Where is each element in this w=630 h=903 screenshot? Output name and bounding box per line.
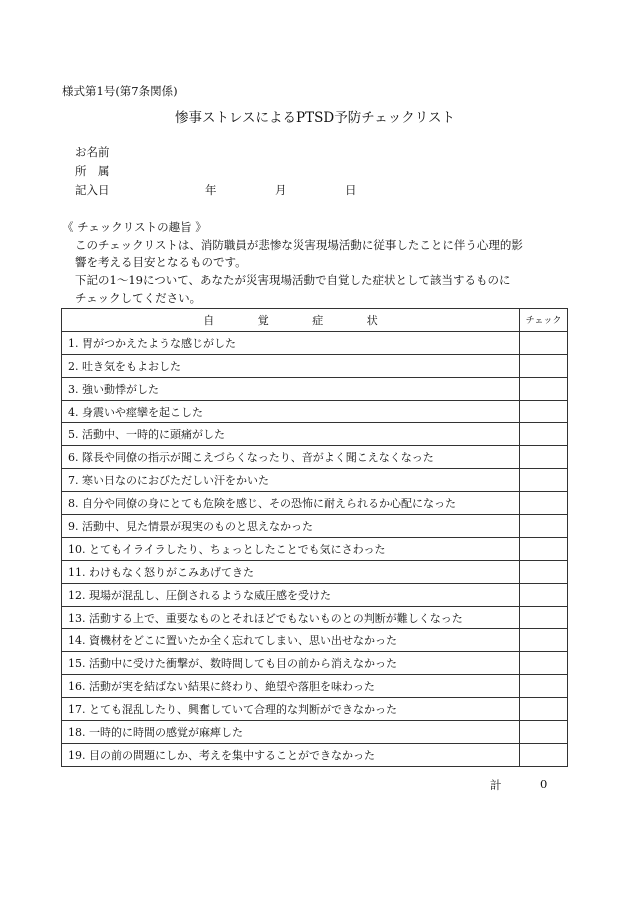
symptom-text: 6. 隊長や同僚の指示が聞こえづらくなったり、音がよく聞こえなくなった [62,446,520,469]
symptom-text: 18. 一時的に時間の感覚が麻痺した [62,721,520,744]
check-cell[interactable] [520,354,568,377]
table-row [62,675,568,698]
table-row [62,743,568,766]
check-cell[interactable] [520,423,568,446]
table-row [62,515,568,538]
table-header-row [62,309,568,332]
symptom-text: 11. わけもなく怒りがこみあげてきた [62,560,520,583]
check-cell[interactable] [520,652,568,675]
table-row [62,698,568,721]
table-row [62,537,568,560]
affiliation-label: 所 属 [75,164,110,178]
symptom-text: 17. とても混乱したり、興奮していて合理的な判断ができなかった [62,698,520,721]
check-cell[interactable] [520,583,568,606]
check-cell[interactable] [520,446,568,469]
symptom-text: 1. 胃がつかえたような感じがした [62,331,520,354]
check-cell[interactable] [520,698,568,721]
check-cell[interactable] [520,400,568,423]
month-label: 月 [275,183,287,197]
year-label: 年 [205,183,217,197]
table-row [62,492,568,515]
table-row [62,377,568,400]
day-label: 日 [345,183,357,197]
checklist-table [61,308,568,767]
table-row [62,583,568,606]
purpose-line: 響を考える目安となるものです。 [75,255,247,269]
symptom-text: 4. 身震いや痙攣を起こした [62,400,520,423]
form-number: 様式第1号(第7条関係) [62,84,178,98]
symptom-header [62,309,520,332]
symptom-text: 13. 活動する上で、重要なものとそれほどでもないものとの判断が難しくなった [62,606,520,629]
table-row [62,721,568,744]
symptom-text: 10. とてもイライラしたり、ちょっとしたことでも気にさわった [62,537,520,560]
table-row [62,446,568,469]
symptom-text: 12. 現場が混乱し、圧倒されるような威圧感を受けた [62,583,520,606]
check-cell[interactable] [520,515,568,538]
check-cell[interactable] [520,331,568,354]
check-cell[interactable] [520,537,568,560]
table-row [62,606,568,629]
table-row [62,354,568,377]
check-cell[interactable] [520,377,568,400]
table-row [62,423,568,446]
symptom-header-char: 症 [312,313,324,327]
purpose-line: チェックしてください。 [75,291,202,305]
symptom-text: 15. 活動中に受けた衝撃が、数時間しても目の前から消えなかった [62,652,520,675]
symptom-header-char: 状 [366,313,378,327]
purpose-line: このチェックリストは、消防職員が悲惨な災害現場活動に従事したことに伴う心理的影 [75,238,523,252]
date-label: 記入日 [75,183,110,197]
table-row [62,652,568,675]
symptom-text: 7. 寒い日なのにおびただしい汗をかいた [62,469,520,492]
table-row [62,331,568,354]
symptom-text: 3. 強い動悸がした [62,377,520,400]
symptom-header-char: 自 [203,313,215,327]
check-cell[interactable] [520,721,568,744]
symptom-text: 16. 活動が実を結ばない結果に終わり、絶望や落胆を味わった [62,675,520,698]
symptom-text: 8. 自分や同僚の身にとても危険を感じ、その恐怖に耐えられるか心配になった [62,492,520,515]
check-cell[interactable] [520,606,568,629]
symptom-text: 19. 目の前の問題にしか、考えを集中することができなかった [62,743,520,766]
symptom-text: 2. 吐き気をもよおした [62,354,520,377]
check-cell[interactable] [520,492,568,515]
total-label: 計 [490,778,502,792]
symptom-header-char: 覚 [257,313,269,327]
name-label: お名前 [75,145,110,159]
table-row [62,469,568,492]
symptom-text: 14. 資機材をどこに置いたか全く忘れてしまい、思い出せなかった [62,629,520,652]
table-row [62,400,568,423]
symptom-text: 5. 活動中、一時的に頭痛がした [62,423,520,446]
check-cell[interactable] [520,629,568,652]
check-header: チェック [520,309,568,332]
purpose-line: 下記の1〜19について、あなたが災害現場活動で自覚した症状として該当するものに [75,273,511,287]
check-cell[interactable] [520,469,568,492]
purpose-heading: 《 チェックリストの趣旨 》 [62,220,207,234]
check-cell[interactable] [520,743,568,766]
check-cell[interactable] [520,675,568,698]
table-row [62,629,568,652]
check-cell[interactable] [520,560,568,583]
table-row [62,560,568,583]
symptom-text: 9. 活動中、見た情景が現実のものと思えなかった [62,515,520,538]
page-title: 惨事ストレスによるPTSD予防チェックリスト [174,110,456,126]
total-value: 0 [540,777,548,791]
